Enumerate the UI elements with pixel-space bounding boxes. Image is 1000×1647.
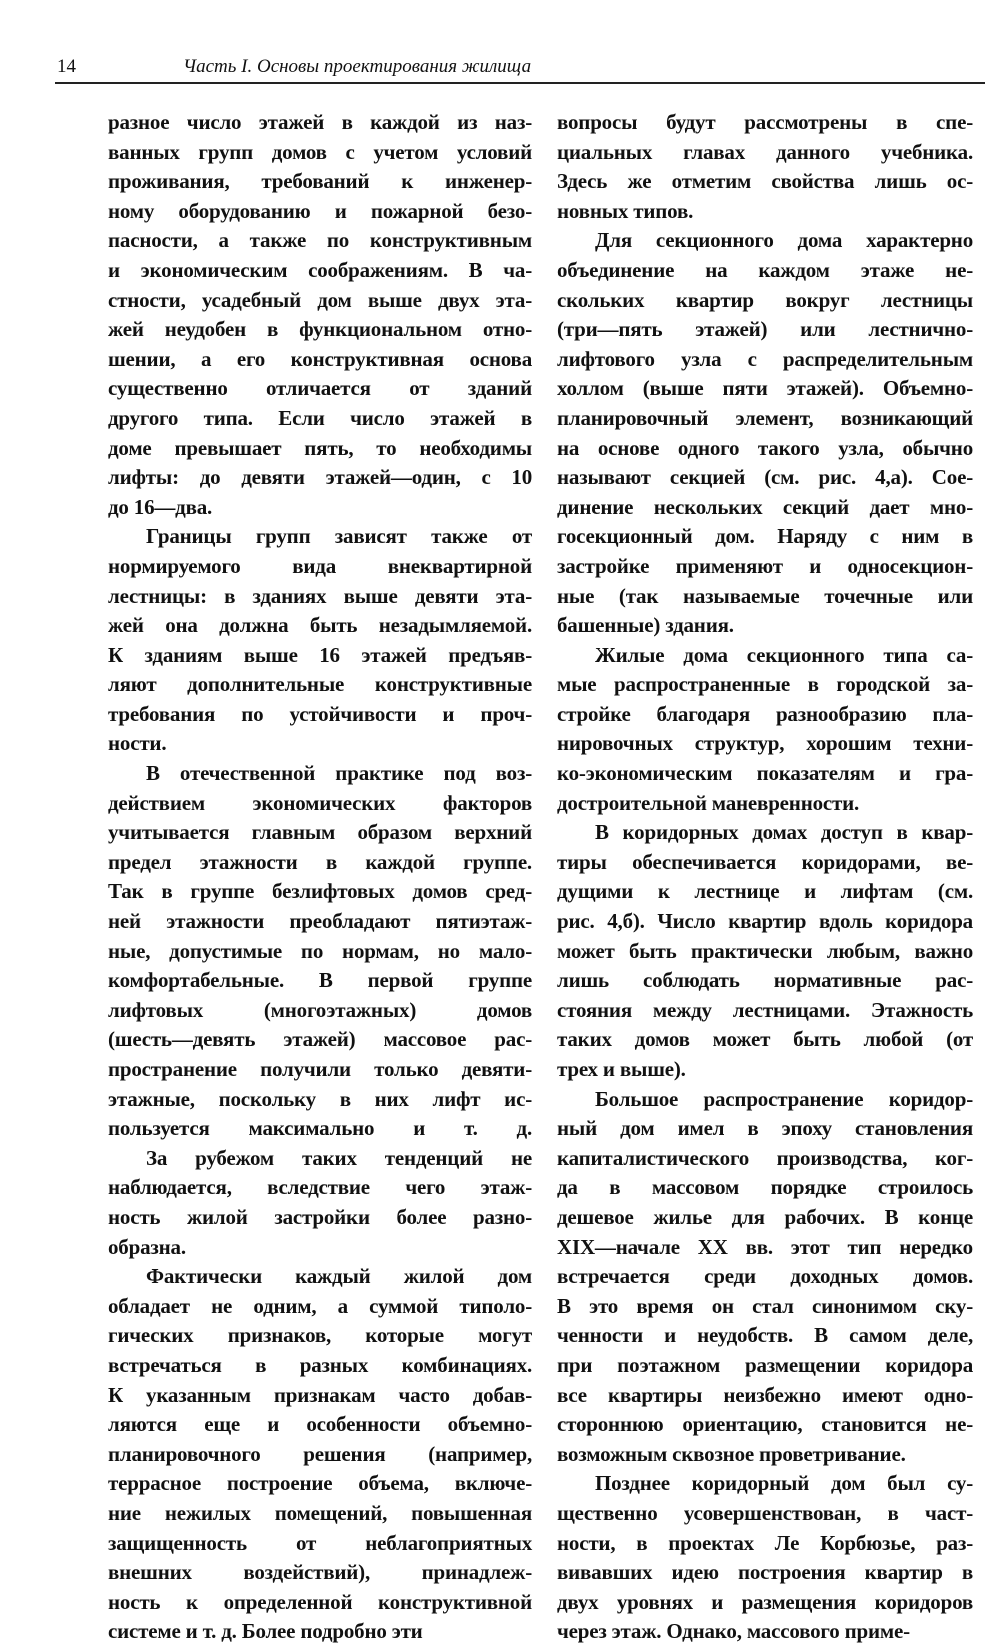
- text-line: требования по устойчивости и проч-: [108, 701, 532, 726]
- text-line: стороннюю ориентацию, становится не-: [557, 1412, 973, 1437]
- text-line: доме превышает пять, то необходимы: [108, 435, 532, 460]
- text-line: таких домов может быть любой (от: [557, 1027, 973, 1052]
- text-line: ности, в проектах Ле Корбюзье, раз-: [557, 1530, 973, 1555]
- text-line: да в массовом порядке строилось: [557, 1175, 973, 1200]
- text-line: достроительной маневренности.: [557, 790, 860, 815]
- text-line: В отечественной практике под воз-: [146, 761, 532, 786]
- text-line: объединение на каждом этаже не-: [557, 257, 973, 282]
- text-line: все квартиры неизбежно имеют одно-: [557, 1382, 973, 1407]
- text-line: может быть практически любым, важно: [557, 938, 973, 963]
- text-line: тиры обеспечивается коридорами, ве-: [557, 849, 973, 874]
- text-line: системе и т. д. Более подробно эти: [108, 1619, 423, 1644]
- right-column: [557, 108, 973, 1647]
- text-line: планировочный элемент, возникающий: [557, 405, 973, 430]
- text-line: Фактически каждый жилой дом: [146, 1264, 532, 1289]
- text-line: наблюдается, вследствие чего этаж-: [108, 1175, 532, 1200]
- text-line: Для секционного дома характерно: [595, 228, 973, 253]
- text-line: возможным сквозное проветривание.: [557, 1441, 906, 1466]
- text-line: трех и выше).: [557, 1057, 686, 1081]
- text-line: ные (так называемые точечные или: [557, 583, 973, 608]
- text-line: через этаж. Однако, массового приме-: [557, 1619, 910, 1644]
- text-line: образна.: [108, 1234, 186, 1259]
- text-line: лестницы: в зданиях выше девяти эта-: [108, 583, 532, 608]
- text-line: скольких квартир вокруг лестницы: [557, 287, 973, 312]
- text-line: ченности и неудобств. В самом деле,: [557, 1323, 973, 1348]
- text-line: Так в группе безлифтовых домов сред-: [108, 879, 532, 904]
- text-line: лифты: до девяти этажей—один, с 10: [108, 465, 532, 490]
- text-line: называют секцией (см. рис. 4,а). Сое-: [557, 465, 973, 490]
- text-line: ко-экономическим показателям и гра-: [557, 761, 973, 786]
- text-line: В это время он стал синонимом ску-: [557, 1293, 973, 1318]
- text-line: предел этажности в каждой группе.: [108, 849, 532, 874]
- text-line: ванных групп домов с учетом условий: [108, 139, 532, 164]
- text-line: дешевое жилье для рабочих. В конце: [557, 1204, 973, 1229]
- text-line: циальных главах данного учебника.: [557, 139, 973, 164]
- text-line: жей неудобен в функциональном отно-: [108, 317, 532, 342]
- text-line: жей она должна быть незадымляемой.: [108, 613, 532, 638]
- text-line: пасности, а также по конструктивным: [108, 228, 532, 253]
- text-line: встречается среди доходных домов.: [557, 1264, 973, 1289]
- text-line: внешних воздействий), принадлеж-: [108, 1560, 532, 1585]
- text-line: К указанным признакам часто добав-: [108, 1382, 532, 1407]
- text-line: шении, а его конструктивная основа: [108, 346, 532, 371]
- text-line: ности.: [108, 731, 167, 756]
- text-line: башенные) здания.: [557, 613, 734, 638]
- text-line: нировочных структур, хорошим техни-: [557, 731, 973, 756]
- text-line: двух уровнях и размещения коридоров: [557, 1589, 973, 1614]
- text-line: стояния между лестницами. Этажность: [557, 997, 973, 1022]
- text-line: Здесь же отметим свойства лишь ос-: [557, 169, 973, 194]
- text-line: и экономическим соображениям. В ча-: [108, 257, 532, 282]
- text-line: при поэтажном размещении коридора: [557, 1352, 973, 1377]
- text-line: Большое распространение коридор-: [595, 1086, 973, 1111]
- text-line: рис. 4,б). Число квартир вдоль коридора: [557, 909, 973, 934]
- text-line: К зданиям выше 16 этажей предъяв-: [108, 642, 532, 667]
- left-column: [108, 108, 532, 1647]
- text-line: новных типов.: [557, 198, 694, 223]
- text-line: учитывается главным образом верхний: [108, 820, 532, 845]
- text-line: ному оборудованию и пожарной безо-: [108, 198, 532, 223]
- text-line: проживания, требований к инженер-: [108, 169, 532, 194]
- text-line: разное число этажей в каждой из наз-: [108, 110, 532, 134]
- text-line: стности, усадебный дом выше двух эта-: [108, 287, 532, 312]
- page-number: 14: [57, 56, 76, 77]
- text-line: щественно усовершенствован, в част-: [557, 1500, 973, 1525]
- text-line: стройке благодаря разнообразию пла-: [557, 701, 973, 726]
- text-line: (три—пять этажей) или лестнично-: [557, 317, 973, 342]
- text-line: (шесть—девять этажей) массовое рас-: [108, 1027, 532, 1052]
- text-line: на основе одного такого узла, обычно: [557, 435, 973, 460]
- text-line: динение нескольких секций дает мно-: [557, 494, 973, 519]
- text-line: пространение получили только девяти-: [108, 1057, 532, 1081]
- text-line: обладает не одним, а суммой типоло-: [108, 1293, 532, 1318]
- text-line: ность к определенной конструктивной: [108, 1589, 532, 1614]
- text-line: За рубежом таких тенденций не: [146, 1145, 532, 1170]
- text-line: этажные, поскольку в них лифт ис-: [108, 1086, 532, 1111]
- text-line: до 16—два.: [108, 494, 213, 519]
- text-line: нормируемого вида внеквартирной: [108, 553, 532, 578]
- text-line: ный дом имел в эпоху становления: [557, 1116, 973, 1141]
- text-line: ляются еще и особенности объемно-: [108, 1412, 532, 1437]
- text-line: ляют дополнительные конструктивные: [108, 672, 532, 697]
- text-line: застройке применяют и односекцион-: [557, 553, 973, 578]
- text-line: ние нежилых помещений, повышенная: [108, 1500, 532, 1525]
- text-line: ность жилой застройки более разно-: [108, 1204, 532, 1229]
- text-line: встречаться в разных комбинациях.: [108, 1352, 532, 1377]
- header-rule: [55, 82, 985, 84]
- text-line: действием экономических факторов: [108, 790, 532, 815]
- text-line: гических признаков, которые могут: [108, 1323, 532, 1348]
- text-line: ные, допустимые по нормам, но мало-: [108, 938, 532, 963]
- text-line: существенно отличается от зданий: [108, 376, 532, 401]
- text-line: Границы групп зависят также от: [146, 524, 532, 549]
- text-line: комфортабельные. В первой группе: [108, 968, 532, 993]
- text-line: Позднее коридорный дом был су-: [595, 1471, 973, 1496]
- text-line: дущими к лестнице и лифтам (см.: [557, 879, 973, 904]
- text-line: пользуется максимально и т. д.: [108, 1116, 532, 1141]
- text-line: защищенность от неблагоприятных: [108, 1530, 532, 1555]
- text-line: лифтового узла с распределительным: [557, 346, 973, 371]
- text-line: вопросы будут рассмотрены в спе-: [557, 110, 973, 134]
- text-line: мые распространенные в городской за-: [557, 672, 973, 697]
- text-line: ней этажности преобладают пятиэтаж-: [108, 909, 532, 934]
- text-line: террасное построение объема, включе-: [108, 1471, 532, 1496]
- text-line: госекционный дом. Наряду с ним в: [557, 524, 973, 549]
- text-line: лишь соблюдать нормативные рас-: [557, 968, 973, 993]
- text-line: планировочного решения (например,: [108, 1441, 532, 1466]
- page-header: [55, 56, 985, 84]
- text-line: холлом (выше пяти этажей). Объемно-: [557, 376, 973, 401]
- text-line: В коридорных домах доступ в квар-: [595, 820, 973, 845]
- running-title: Часть I. Основы проектирования жилища: [183, 56, 532, 77]
- text-line: капиталистического производства, ког-: [557, 1145, 973, 1170]
- text-line: вивавших идею построения квартир в: [557, 1560, 973, 1585]
- text-line: лифтовых (многоэтажных) домов: [108, 997, 532, 1022]
- text-line: другого типа. Если число этажей в: [108, 405, 532, 430]
- text-line: XIX—начале XX вв. этот тип нередко: [557, 1234, 973, 1259]
- text-line: Жилые дома секционного типа са-: [595, 642, 973, 667]
